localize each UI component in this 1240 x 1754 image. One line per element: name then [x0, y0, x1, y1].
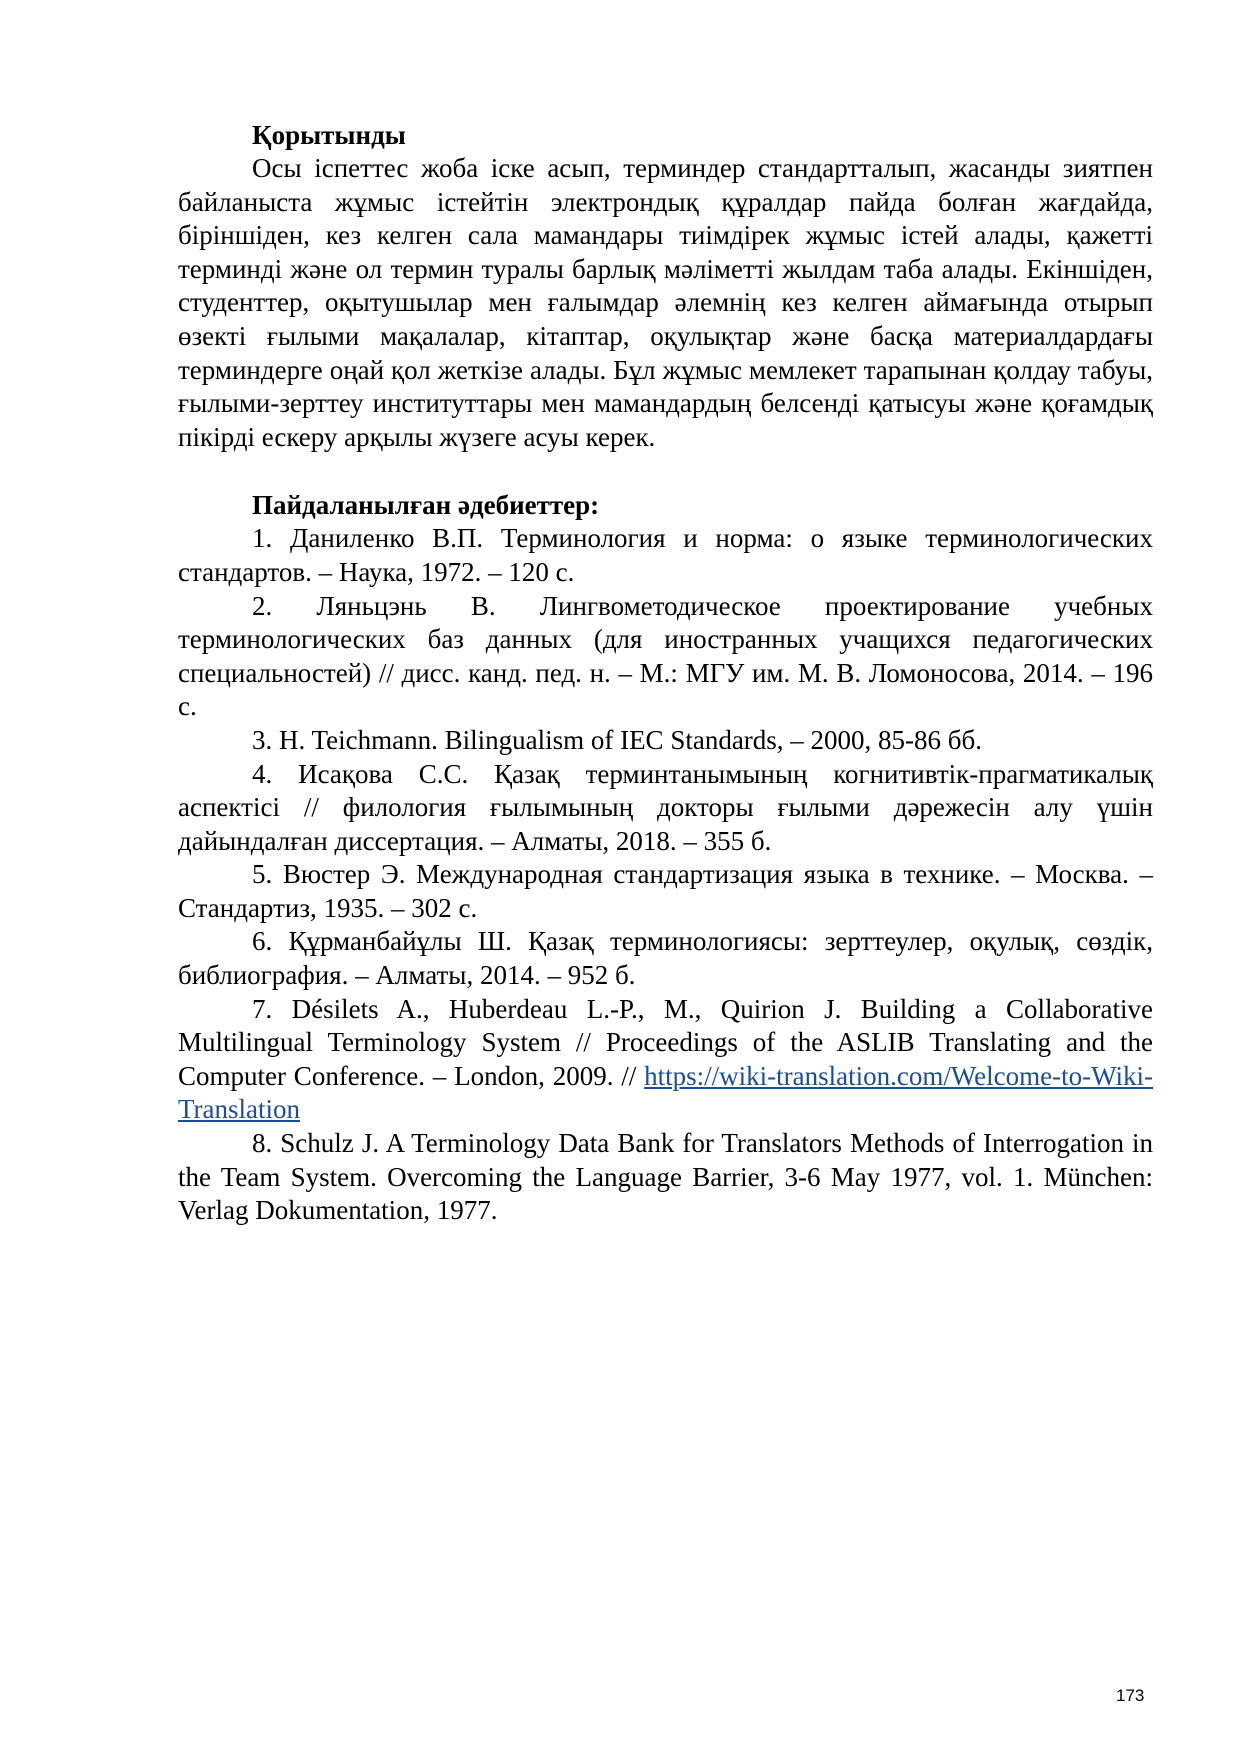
page-number: 173 [1116, 1686, 1145, 1705]
reference-item-4: 4. Исақова С.С. Қазақ терминтанымының когнитивтік-прагматикалық аспектісі // филология ғылымының докторы ғылыми дәрежесін алу үшін дайындалған диссертация. – Алматы, 2018. – 355 б. [178, 758, 1153, 856]
reference-item-3: 3. H. Teichmann. Bilingualism of IEC Standards, – 2000, 85-86 бб. [252, 724, 983, 755]
conclusion-paragraph: Осы іспеттес жоба іске асып, терминдер стандартталып, жасанды зиятпен байланыста жұмыс істейтін электрондық құралдар пайда болған жағдайда, біріншіден, кез келген сала мамандары тиімдірек жұмыс істей алады, қажетті терминді және ол термин туралы барлық мәліметті жылдам таба алады. Екіншіден, студенттер, оқытушылар мен ғалымдар әлемнің кез келген аймағында отырып өзекті ғылыми мақалалар, кітаптар, оқулықтар және басқа материалдардағы терминдерге оңай қол жеткізе алады. Бұл жұмыс мемлекет тарапынан қолдау табуы, ғылыми-зерттеу институттары мен мамандардың белсенді қатысуы және қоғамдық пікірді ескеру арқылы жүзеге асуы керек. [178, 153, 1153, 452]
document-page [178, 118, 1153, 1228]
reference-item-8: 8. Schulz J. A Terminology Data Bank for Translators Methods of Interrogation in the Team System. Overcoming the Language Barrier, 3-6 May 1977, vol. 1. München: Verlag Dokumentation, 1977. [178, 1128, 1153, 1226]
reference-item-7-text: 7. Désilets A., Huberdeau L.-P., M., Quirion J. Building a Collaborative Multilingual Terminology System // Proceedings of the ASLIB Translating and the Computer Conference. – London, 2009. // [178, 993, 1153, 1091]
reference-item-7 [178, 993, 1153, 1127]
conclusion-heading: Қорытынды [252, 120, 406, 150]
reference-item-1: 1. Даниленко В.П. Терминология и норма: о языке терминологических стандартов. – Наука, 1972. – 120 с. [178, 523, 1153, 587]
reference-item-2: 2. Ляньцэнь В. Лингвометодическое проектирование учебных терминологических баз данных (для иностранных учащихся педагогических специальностей) // дисс. канд. пед. н. – М.: МГУ им. М. В. Ломоносова, 2014. – 196 с. [178, 590, 1153, 722]
reference-item-6: 6. Құрманбайұлы Ш. Қазақ терминологиясы: зерттеулер, оқулық, сөздік, библиография. – Алматы, 2014. – 952 б. [178, 926, 1153, 991]
wiki-translation-link[interactable]: https://wiki-translation.com/Welcome-to-Wiki-Translation [178, 1060, 1153, 1125]
references-heading: Пайдаланылған әдебиеттер: [252, 490, 600, 521]
reference-item-5: 5. Вюстер Э. Международная стандартизация языка в технике. – Москва. – Стандартиз, 1935. – 302 с. [178, 859, 1153, 923]
